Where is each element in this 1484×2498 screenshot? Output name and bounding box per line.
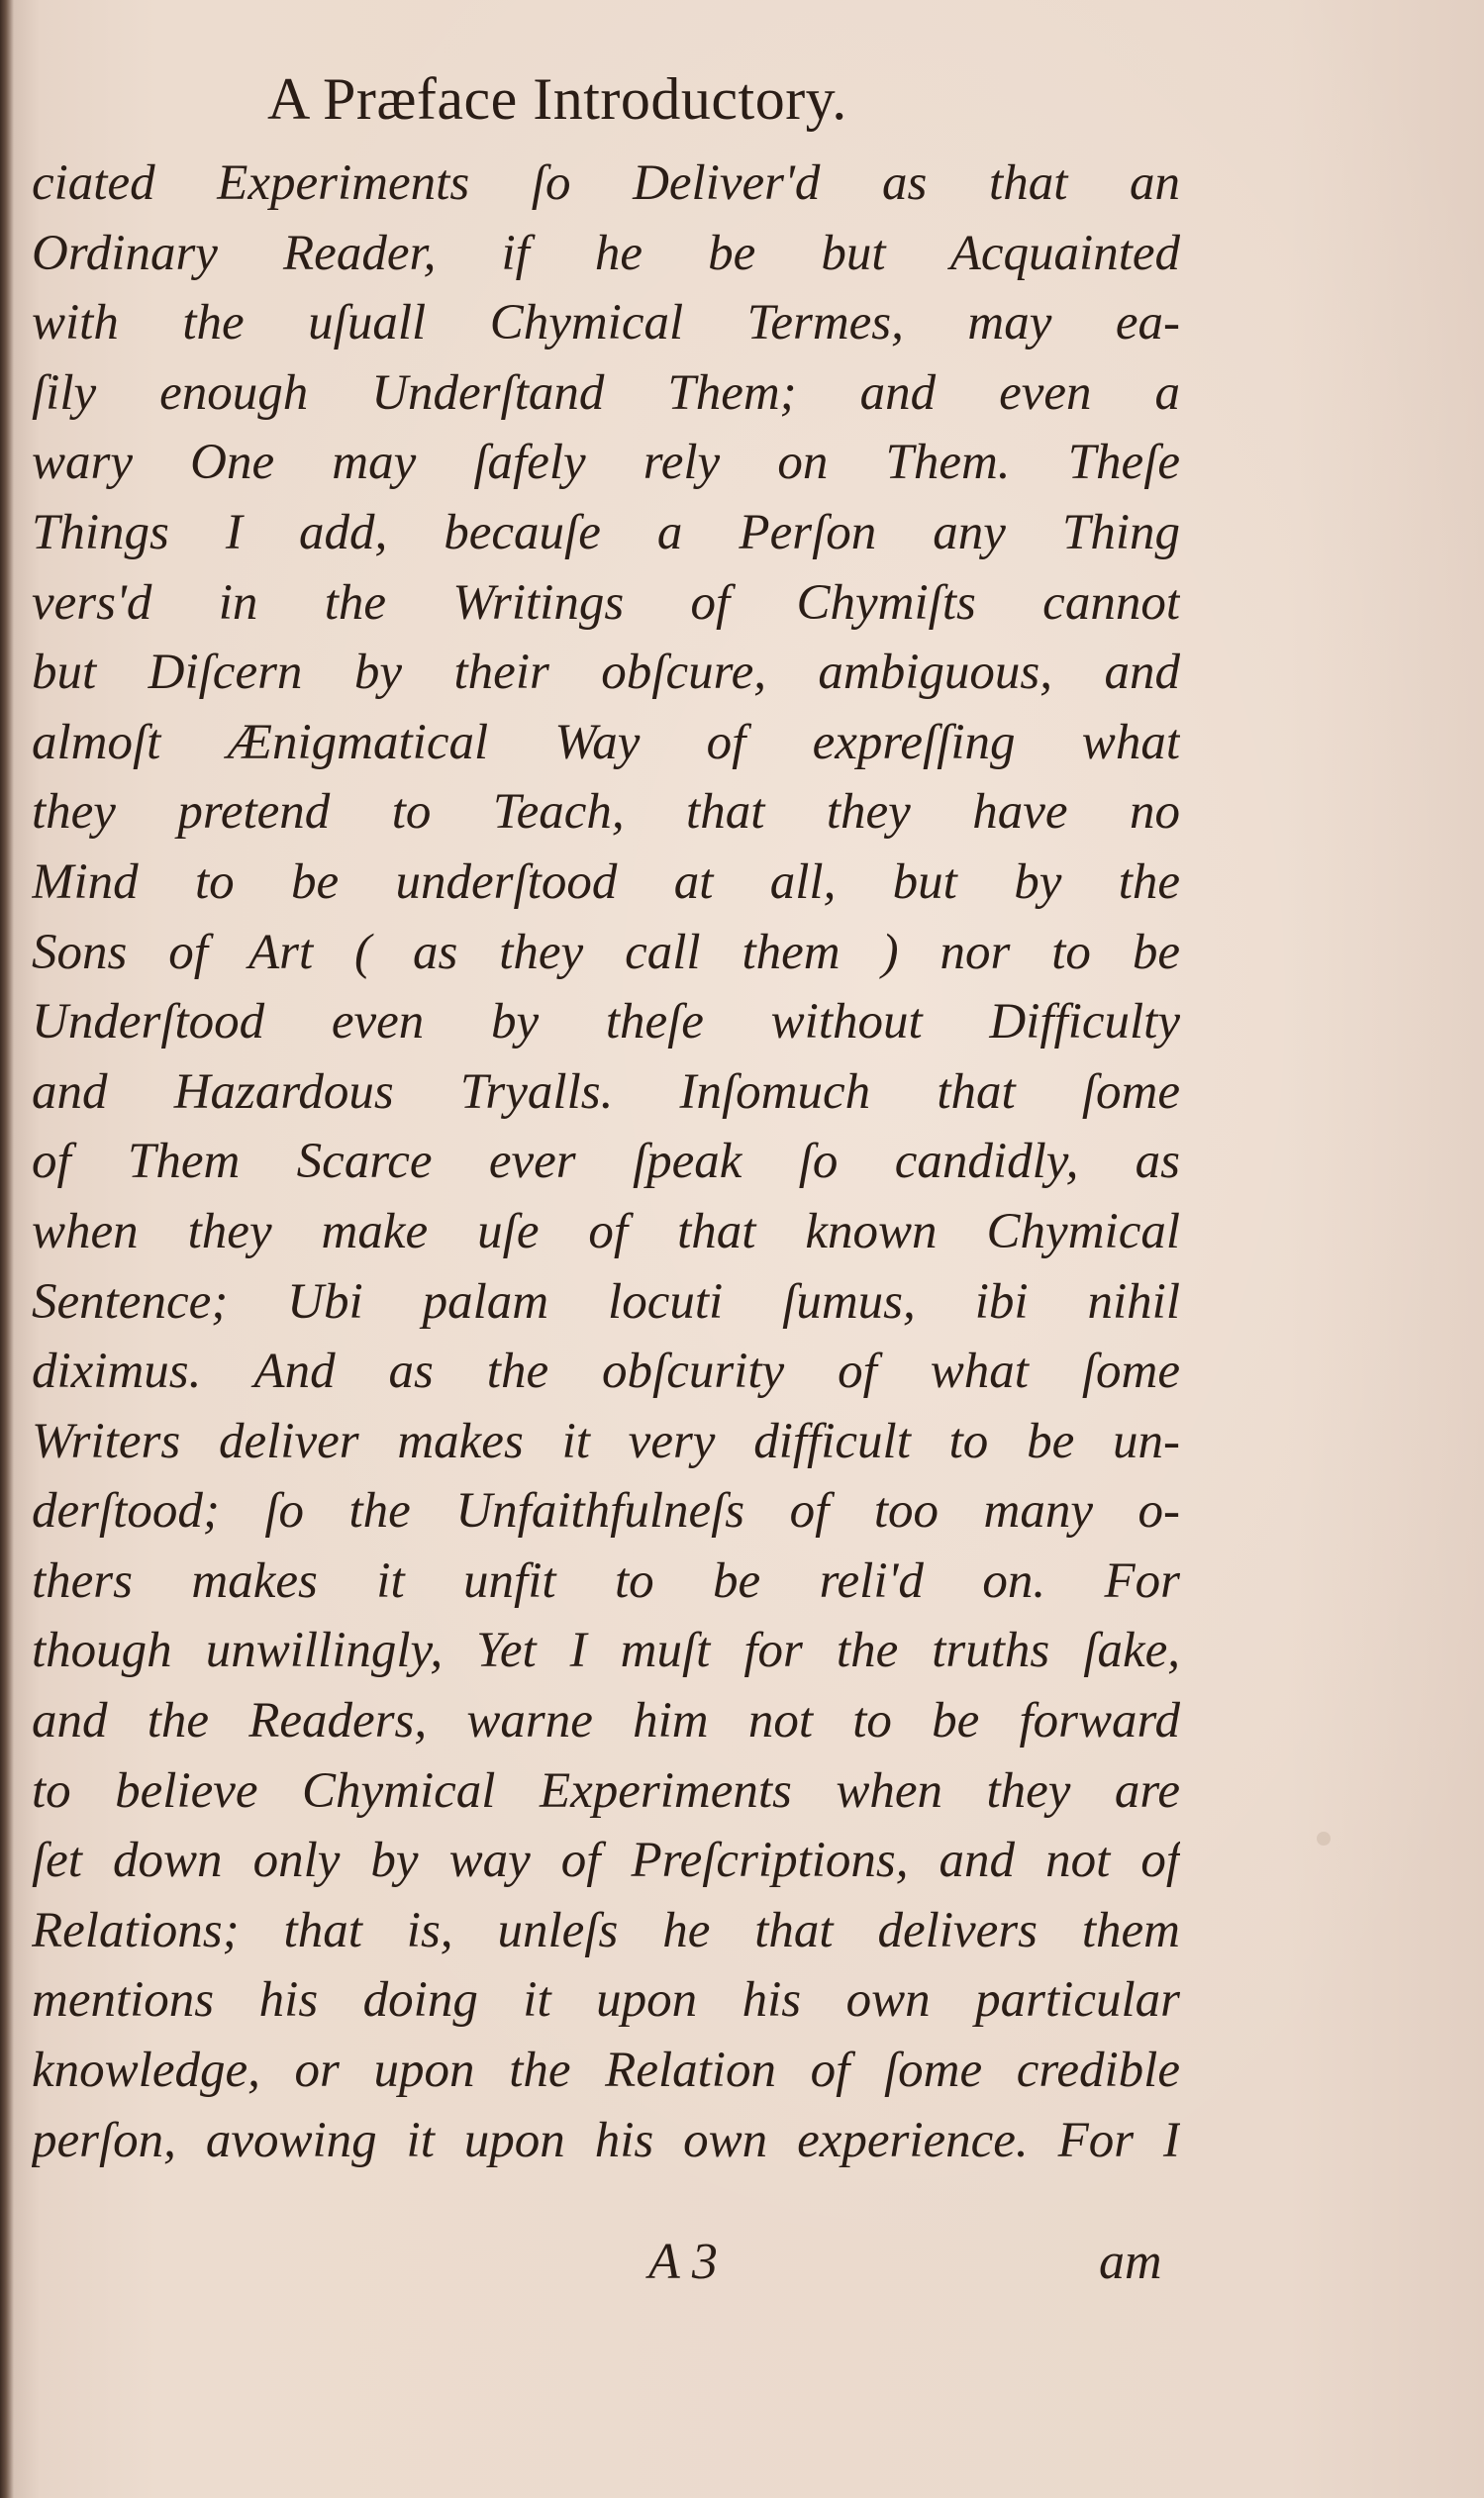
text-line: ſily enough Underſtand Them; and even a [32, 364, 1180, 421]
text-line: but Diſcern by their obſcure, ambiguous, and [32, 645, 1180, 701]
running-header: A Præface Introductory. [267, 66, 847, 132]
text-line: when they make uſe of that known Chymical [32, 1203, 1180, 1259]
page-gutter [0, 0, 14, 2498]
paper-stain [1317, 1832, 1331, 1846]
text-line: to believe Chymical Experiments when they are [32, 1762, 1180, 1819]
text-line: diximus. And as the obſcurity of what ſome [32, 1344, 1180, 1400]
text-line: knowledge, or upon the Relation of ſome credible [32, 2043, 1180, 2099]
body-text [32, 149, 1180, 2175]
signature-mark: A 3 [648, 2234, 718, 2290]
text-line: Sons of Art ( as they call them ) nor to be [32, 924, 1180, 980]
text-line: and the Readers, warne him not to be forward [32, 1693, 1180, 1749]
text-line: mentions his doing it upon his own particular [32, 1972, 1180, 2029]
text-line: derſtood; ſo the Unfaithfulneſs of too many o- [32, 1483, 1180, 1540]
text-line: though unwillingly, Yet I muſt for the truths ſake, [32, 1623, 1180, 1679]
text-line: Writers deliver makes it very difficult to be un- [32, 1413, 1180, 1469]
text-line: perſon, avowing it upon his own experience. For I [32, 2112, 1180, 2168]
text-line: Sentence; Ubi palam locuti ſumus, ibi nihil [32, 1273, 1180, 1330]
text-line: Mind to be underſtood at all, but by the [32, 853, 1180, 910]
text-line: wary One may ſafely rely on Them. Theſe [32, 435, 1180, 491]
text-line: ciated Experiments ſo Deliver'd as that an [32, 155, 1180, 211]
text-line: thers makes it unfit to be reli'd on. For [32, 1552, 1180, 1609]
text-line: vers'd in the Writings of Chymiſts cannot [32, 574, 1180, 631]
text-line: Underſtood even by theſe without Difficulty [32, 994, 1180, 1050]
text-line: and Hazardous Tryalls. Inſomuch that ſome [32, 1063, 1180, 1120]
text-line: of Them Scarce ever ſpeak ſo candidly, as [32, 1134, 1180, 1190]
text-line: ſet down only by way of Preſcriptions, and not of [32, 1833, 1180, 1889]
text-line: Things I add, becauſe a Perſon any Thing [32, 504, 1180, 560]
text-line: almoſt Ænigmatical Way of expreſſing what [32, 714, 1180, 770]
text-line: Relations; that is, unleſs he that delivers them [32, 1902, 1180, 1958]
catchword: am [1099, 2234, 1162, 2290]
text-line: Ordinary Reader, if he be but Acquainted [32, 225, 1180, 281]
text-line: they pretend to Teach, that they have no [32, 784, 1180, 841]
text-line: with the uſuall Chymical Termes, may ea- [32, 295, 1180, 351]
